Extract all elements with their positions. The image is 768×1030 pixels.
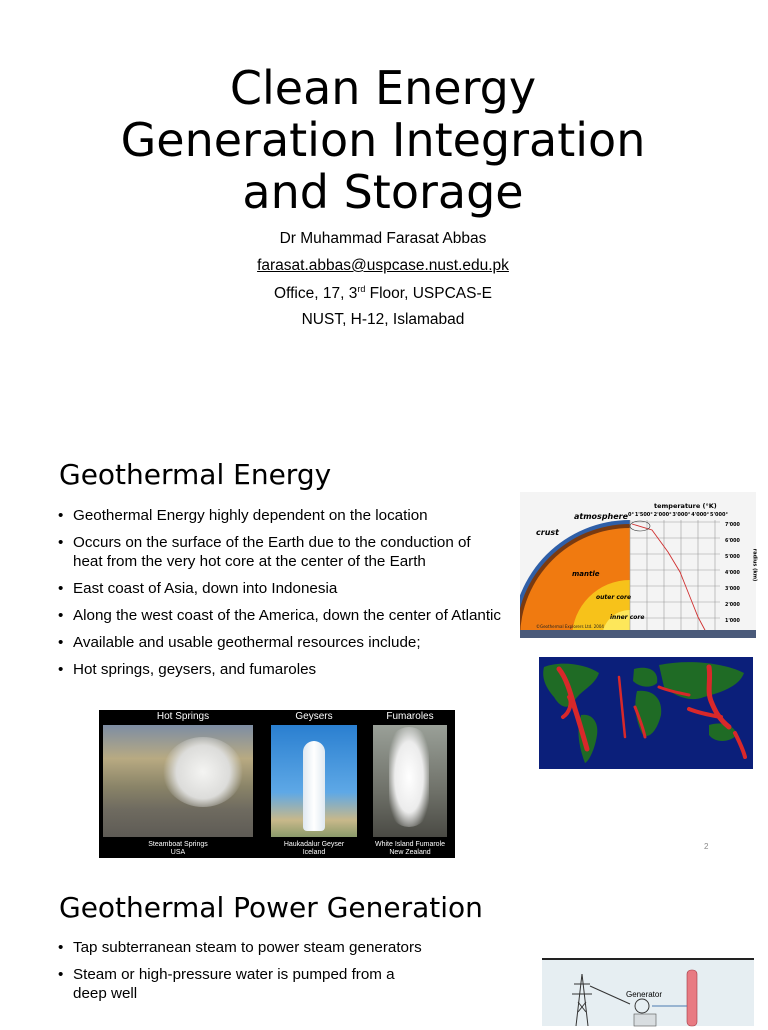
bullet-item: • Tap subterranean steam to power steam generators (58, 939, 422, 956)
bullet-icon: • (58, 634, 64, 651)
title-line: Clean Energy (229, 61, 537, 115)
office-prefix: Office, 17, 3 (274, 285, 358, 303)
earth-layers-diagram (520, 492, 756, 638)
presentation-title (60, 62, 706, 218)
page-number: 2 (704, 842, 709, 851)
office-suffix: Floor, USPCAS-E (365, 285, 492, 303)
bullet-icon: • (58, 534, 64, 551)
slide-heading: Geothermal Power Generation (59, 891, 483, 924)
world-map-image (539, 657, 753, 769)
bullet-icon: • (58, 607, 64, 624)
author-name: Dr Muhammad Farasat Abbas (279, 230, 487, 247)
bullet-icon: • (58, 939, 64, 956)
radius-ticks: 7'000 6'000 5'000 4'000 3'000 2'000 1'000 (725, 523, 740, 624)
temperature-ticks (628, 512, 728, 518)
temp-tick: 5'000° (710, 512, 728, 518)
hot-springs-photo (103, 725, 253, 837)
bullet-item: • Geothermal Energy highly dependent on the location (58, 507, 428, 524)
bullet-item: • Hot springs, geysers, and fumaroles (58, 661, 317, 678)
photo-caption: Haukadalur Geyser Iceland (283, 841, 345, 856)
office-sup: rd (357, 284, 366, 294)
bullet-item: • Available and usable geothermal resources include; (58, 634, 421, 651)
radius-label: radius (km) (751, 548, 758, 582)
fumarole-photo (373, 725, 447, 837)
bullet-item: • East coast of Asia, down into Indonesia (58, 580, 338, 597)
temp-tick: 3'000° (672, 512, 691, 518)
inner-core-label: inner core (610, 614, 645, 621)
crust-label: crust (536, 528, 559, 537)
photo-title: Fumaroles (386, 711, 434, 722)
temp-tick: 1'500° (634, 512, 653, 518)
photo-title: Hot Springs (156, 711, 210, 722)
bullet-icon: • (58, 966, 64, 983)
title-line: and Storage (242, 165, 524, 219)
bullet-item: • Steam or high-pressure water is pumped from a deep well (58, 966, 395, 1002)
temp-tick: 2'000° (653, 512, 672, 518)
temp-tick: 0° (628, 512, 634, 518)
temperature-label: temperature (°K) (654, 502, 717, 510)
bullet-list (58, 506, 503, 687)
title-line: Generation Integration (120, 113, 646, 167)
power-plant-diagram (542, 958, 754, 1026)
bullet-icon: • (58, 661, 64, 678)
photo-caption: White Island Fumarole New Zealand (374, 841, 446, 856)
mantle-label: mantle (572, 570, 600, 578)
temp-tick: 4'000° (691, 512, 710, 518)
office-address (60, 284, 706, 303)
bullet-item: • Along the west coast of the America, down the center of Atlantic (58, 607, 502, 624)
email-link-wrap (60, 257, 706, 275)
world-map-svg (539, 657, 753, 769)
photo-caption: Steamboat Springs USA (148, 841, 208, 856)
diagram-credit: ©Geothermal Explorers Ltd. 2004 (536, 624, 604, 629)
outer-core-label: outer core (596, 594, 632, 601)
bullet-icon: • (58, 507, 64, 524)
atmosphere-label: atmosphere (574, 512, 629, 521)
geyser-photo (271, 725, 357, 837)
bullet-item: • Occurs on the surface of the Earth due to the conduction of heat from the very hot core at the center of the Earth (58, 534, 471, 570)
bullet-icon: • (58, 580, 64, 597)
email-link[interactable]: farasat.abbas@uspcase.nust.edu.pk (257, 257, 509, 274)
generator-label: Generator (626, 990, 663, 999)
location: NUST, H-12, Islamabad (301, 311, 465, 328)
slide-heading: Geothermal Energy (59, 458, 332, 491)
geothermal-photos (99, 710, 455, 858)
bullet-list (58, 938, 428, 1011)
photo-title: Geysers (295, 711, 333, 722)
